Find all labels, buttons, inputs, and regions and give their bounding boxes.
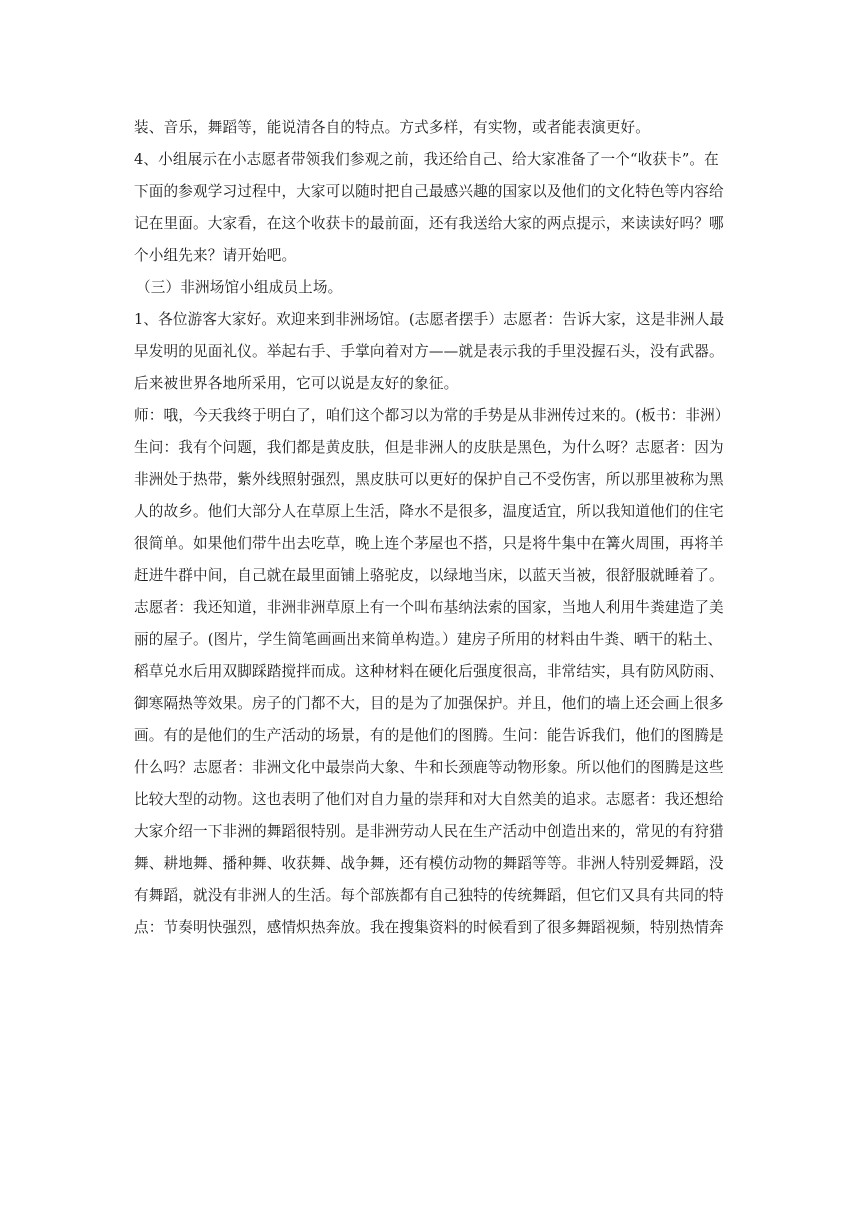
text-line: 后来被世界各地所采用，它可以说是友好的象征。 <box>134 375 459 392</box>
text-line: 1、各位游客大家好。欢迎来到非洲场馆。(志愿者摆手）志愿者：告诉大家，这是非洲人最 <box>134 311 725 328</box>
text-line: 人的故乡。他们大部分人在草原上生活，降水不是很多，温度适宜，所以我知道他们的住宅 <box>134 503 724 520</box>
text-line: 师：哦，今天我终于明白了，咱们这个都习以为常的手势是从非洲传过来的。(板书：非洲） <box>134 407 730 424</box>
text-line: 点：节奏明快强烈，感情炽热奔放。我在搜集资料的时候看到了很多舞蹈视频，特别热情奔 <box>134 919 724 936</box>
text-line: 非洲处于热带，紫外线照射强烈，黑皮肤可以更好的保护自己不受伤害，所以那里被称为黑 <box>134 471 724 488</box>
paragraph-dialogue <box>134 400 734 944</box>
text-line: 舞、耕地舞、播种舞、收获舞、战争舞，还有模仿动物的舞蹈等等。非洲人特别爱舞蹈，没 <box>134 855 724 872</box>
text-line: 个小组先来？请开始吧。 <box>134 247 297 264</box>
paragraph-costume-music <box>134 112 734 144</box>
text-line: 比较大型的动物。这也表明了他们对自力量的崇拜和对大自然美的追求。志愿者：我还想给 <box>134 791 724 808</box>
text-line: 生问：我有个问题，我们都是黄皮肤，但是非洲人的皮肤是黑色，为什么呀？志愿者：因为 <box>134 439 724 456</box>
text-line: 下面的参观学习过程中，大家可以随时把自己最感兴趣的国家以及他们的文化特色等内容给 <box>134 183 724 200</box>
paragraph-harvest-card <box>134 144 734 272</box>
text-line: 画。有的是他们的生产活动的场景，有的是他们的图腾。生问：能告诉我们，他们的图腾是 <box>134 727 724 744</box>
text-line: 早发明的见面礼仪。举起右手、手掌向着对方——就是表示我的手里没握石头，没有武器。 <box>134 343 724 360</box>
text-line: 很简单。如果他们带牛出去吃草，晚上连个茅屋也不搭，只是将牛集中在篝火周围，再将羊 <box>134 535 724 552</box>
text-line: 大家介绍一下非洲的舞蹈很特别。是非洲劳动人民在生产活动中创造出来的，常见的有狩猎 <box>134 823 724 840</box>
document-body <box>134 112 734 944</box>
text-line: 稻草兑水后用双脚踩踏搅拌而成。这种材料在硬化后强度很高，非常结实，具有防风防雨、 <box>134 663 724 680</box>
text-line: 志愿者：我还知道，非洲非洲草原上有一个叫布基纳法索的国家，当地人利用牛粪建造了美 <box>134 599 724 616</box>
section-heading-africa <box>134 272 734 304</box>
text-line: 什么吗？志愿者：非洲文化中最崇尚大象、牛和长颈鹿等动物形象。所以他们的图腾是这些 <box>134 759 724 776</box>
text-line: 赶进牛群中间，自己就在最里面铺上骆驼皮，以绿地当床，以蓝天当被，很舒服就睡着了。 <box>134 567 724 584</box>
text-line: 4、小组展示在小志愿者带领我们参观之前，我还给自己、给大家准备了一个“收获卡”。在 <box>134 151 719 168</box>
text-line: 记在里面。大家看，在这个收获卡的最前面，还有我送给大家的两点提示，来读读好吗？哪 <box>134 215 724 232</box>
text-line: 有舞蹈，就没有非洲人的生活。每个部族都有自己独特的传统舞蹈，但它们又具有共同的特 <box>134 887 724 904</box>
paragraph-greeting <box>134 304 734 400</box>
text-line: 装、音乐，舞蹈等，能说清各自的特点。方式多样，有实物，或者能表演更好。 <box>134 119 651 136</box>
text-line: （三）非洲场馆小组成员上场。 <box>136 279 343 296</box>
text-line: 御寒隔热等效果。房子的门都不大，目的是为了加强保护。并且，他们的墙上还会画上很多 <box>134 695 724 712</box>
text-line: 丽的屋子。(图片，学生简笔画画出来简单构造。）建房子所用的材料由牛粪、晒干的粘土、 <box>134 631 723 648</box>
